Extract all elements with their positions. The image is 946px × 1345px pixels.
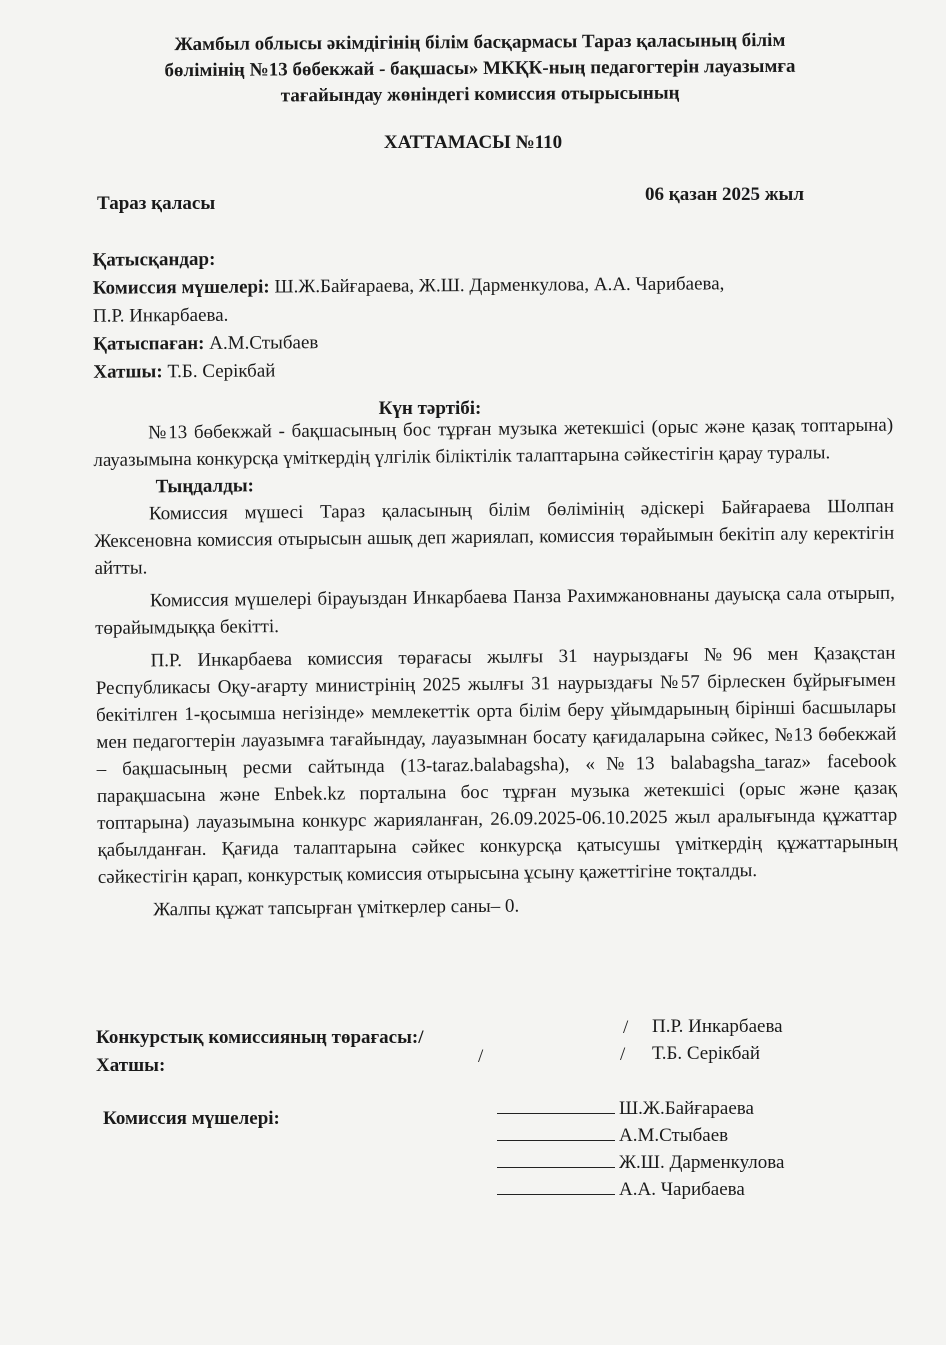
document-body bbox=[93, 412, 898, 924]
secretary-slash: / bbox=[620, 1044, 626, 1065]
paragraph: Комиссия мүшелері бірауыздан Инкарбаева Панза Рахимжановнаны дауысқа сала отырып, төрайымдыққа бекітті. bbox=[95, 582, 895, 639]
member-name: Ж.Ш. Дарменкулова bbox=[619, 1152, 785, 1173]
secretary-slash: / bbox=[478, 1046, 484, 1067]
member-name: А.А. Чарибаева bbox=[619, 1179, 745, 1200]
agenda-text: №13 бөбекжай - бақшасының бос тұрған музыка жетекшісі (орыс және қазақ топтарына) лауазымына конкурсқа үміткердің үлгілік біліктілік талаптарына сәйкестігін қарау туралы. bbox=[93, 414, 894, 471]
member-name: А.М.Стыбаев bbox=[619, 1125, 729, 1146]
member-signature bbox=[497, 1125, 728, 1147]
secretary-sign-name: Т.Б. Серікбай bbox=[652, 1043, 761, 1064]
paragraph: П.Р. Инкарбаева комиссия төрағасы жылғы 31 наурыздағы №96 мен Қазақстан Республикасы Оқу-ағарту министрінің 2025 жылғы 31 наурыздағы №57 бірлескен бұйрығымен бекітілген 1-қосымша негізінде» мемлекеттік орта білім беру ұйымдарының бірінші басшылары мен педагогтерін лауазымға тағайындау, лауазымнан босату қағидаларына сәйкес, №13 бөбекжай – бақшасының ресми сайтында (13-taraz.balabagsha), «№13 balabagsha_taraz» facebook парақшасына және Enbek.kz порталына бос тұрған музыка жетекшісі (орыс және қазақ топтарына) лауазымына конкурс жарияланған, 26.09.2025-06.10.2025 жыл аралығында құжаттар қабылданған. Қағида талаптарына сәйкес конкурсқа қатысушы үміткердің құжаттарының сәйкестігін қарап, конкурстық комиссия отырысына ұсыну қажеттігіне тоқталды. bbox=[95, 642, 898, 888]
secretary-sign-label: Хатшы: bbox=[96, 1055, 166, 1076]
members-label: Комиссия мүшелері: bbox=[92, 276, 270, 299]
header-line: Жамбыл облысы әкімдігінің білім басқармасы Тараз қаласының білім bbox=[174, 29, 786, 56]
paragraph: Комиссия мүшесі Тараз қаласының білім бөлімінің әдіскері Байғараева Шолпан Жексеновна комиссия отырысын ашық деп жариялап, комиссия төрайымын бекітіп алу керектігін айтты. bbox=[94, 495, 895, 579]
heard-heading: Тыңдалды: bbox=[155, 475, 255, 498]
signature-line bbox=[497, 1099, 615, 1114]
member-signature bbox=[497, 1152, 784, 1174]
signature-line bbox=[497, 1153, 615, 1168]
city: Тараз қаласы bbox=[97, 193, 216, 214]
secretary-line bbox=[93, 353, 873, 386]
participants-heading: Қатысқандар: bbox=[92, 248, 216, 271]
date: 06 қазан 2025 жыл bbox=[645, 184, 805, 205]
chair-label: Конкурстық комиссияның төрағасы:/ bbox=[96, 1027, 424, 1048]
document-title: ХАТТАМАСЫ №110 bbox=[383, 132, 563, 153]
agenda-heading: Күн тәртібі: bbox=[378, 398, 482, 419]
absent-value: А.М.Стыбаев bbox=[204, 332, 319, 354]
document-header bbox=[90, 27, 871, 110]
absent-label: Қатыспаған: bbox=[93, 332, 205, 355]
signature-line bbox=[497, 1180, 615, 1195]
header-line: бөлімінің №13 бөбекжай - бақшасы» МКҚК-ның педагогтерін лауазымға bbox=[164, 55, 796, 82]
paragraph: Жалпы құжат тапсырған үміткерлер саны– 0. bbox=[153, 895, 520, 921]
participants-block bbox=[93, 241, 874, 386]
members-sign-label: Комиссия мүшелері: bbox=[103, 1108, 280, 1129]
members-line-cont: П.Р. Инкарбаева. bbox=[92, 304, 229, 327]
chair-slash: / bbox=[623, 1017, 629, 1038]
secretary-label: Хатшы: bbox=[93, 361, 163, 383]
signature-line bbox=[497, 1126, 615, 1141]
secretary-value: Т.Б. Серікбай bbox=[162, 360, 276, 383]
member-signature bbox=[497, 1098, 754, 1120]
header-line: тағайындау жөніндегі комиссия отырысының bbox=[280, 82, 680, 107]
member-name: Ш.Ж.Байғараева bbox=[619, 1098, 754, 1119]
member-signature bbox=[497, 1179, 745, 1201]
members-value: Ш.Ж.Байғараева, Ж.Ш. Дарменкулова, А.А. Чарибаева, bbox=[269, 273, 725, 298]
chair-name: П.Р. Инкарбаева bbox=[652, 1016, 783, 1037]
